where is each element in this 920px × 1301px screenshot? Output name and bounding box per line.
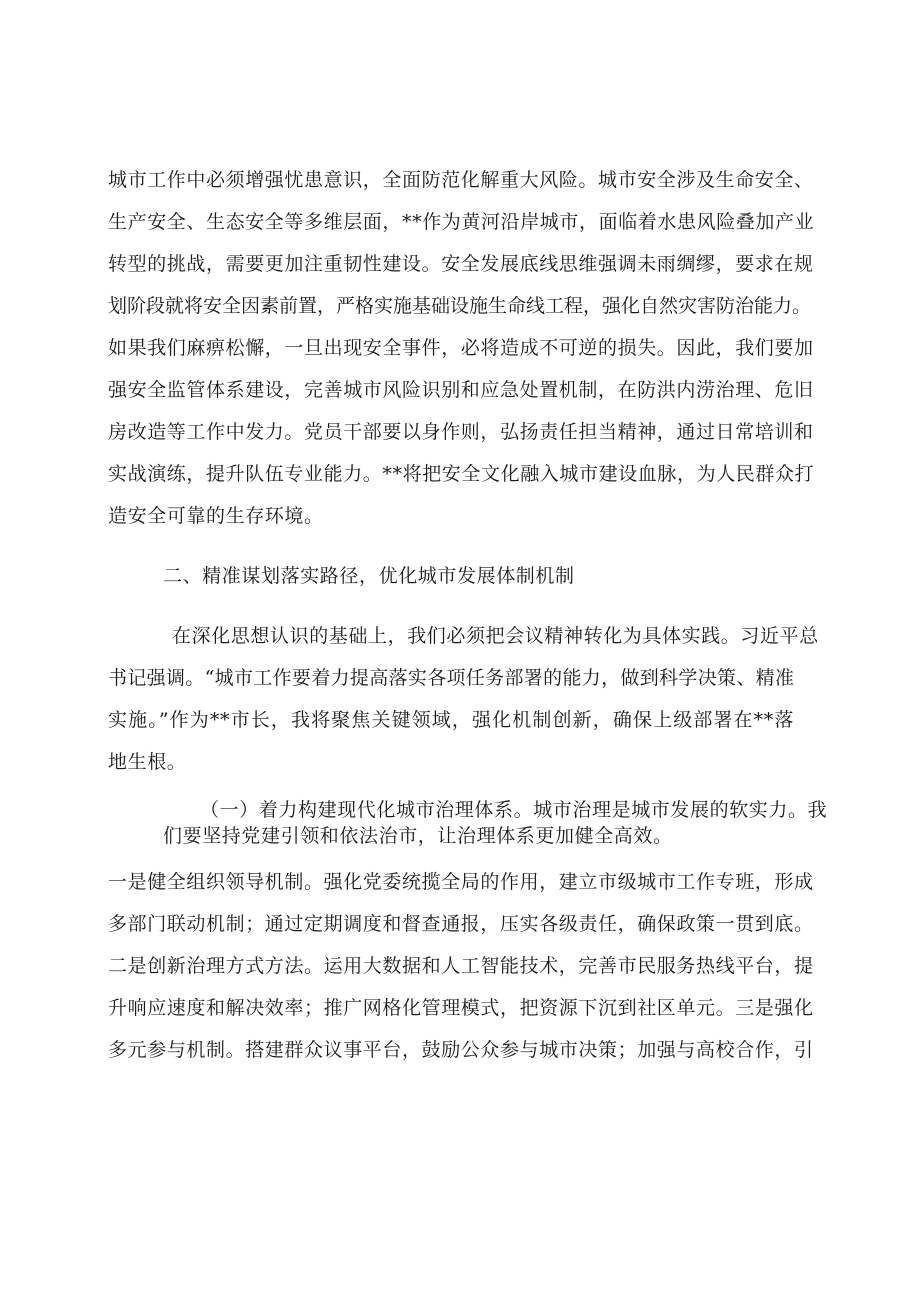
paragraph-4-line-2: 多部门联动机制；通过定期调度和督查通报，压实各级责任，确保政策一贯到底。 <box>108 913 814 935</box>
paragraph-2-line-1: 在深化思想认识的基础上，我们必须把会议精神转化为具体实践。习近平总 <box>172 625 819 647</box>
paragraph-1-line-9: 造安全可靠的生存环境。 <box>108 505 324 527</box>
section-heading-2: 二、精准谋划落实路径，优化城市发展体制机制 <box>163 565 575 587</box>
paragraph-4-line-4: 升响应速度和解决效率；推广网格化管理模式，把资源下沉到社区单元。三是强化 <box>108 997 814 1019</box>
paragraph-2-line-4: 地生根。 <box>108 751 187 773</box>
paragraph-1-line-1: 城市工作中必须增强忧患意识，全面防范化解重大风险。城市安全涉及生命安全、 <box>108 169 814 191</box>
paragraph-3-line-1: （一）着力构建现代化城市治理体系。城市治理是城市发展的软实力。我 <box>200 799 828 821</box>
paragraph-2-line-3: 实施。”作为**市长，我将聚焦关键领域，强化机制创新，确保上级部署在**落 <box>108 709 794 731</box>
paragraph-1-line-3: 转型的挑战，需要更加注重韧性建设。安全发展底线思维强调未雨绸缪，要求在规 <box>108 253 814 275</box>
paragraph-1-line-6: 强安全监管体系建设，完善城市风险识别和应急处置机制，在防洪内涝治理、危旧 <box>108 379 814 401</box>
paragraph-1-line-7: 房改造等工作中发力。党员干部要以身作则，弘扬责任担当精神，通过日常培训和 <box>108 421 814 443</box>
paragraph-4-line-3: 二是创新治理方式方法。运用大数据和人工智能技术，完善市民服务热线平台，提 <box>108 955 814 977</box>
paragraph-1-line-4: 划阶段就将安全因素前置，严格实施基础设施生命线工程，强化自然灾害防治能力。 <box>108 295 812 317</box>
paragraph-4-line-1: 一是健全组织领导机制。强化党委统揽全局的作用，建立市级城市工作专班，形成 <box>108 871 814 893</box>
paragraph-3-line-2: 们要坚持党建引领和依法治市，让治理体系更加健全高效。 <box>163 825 673 847</box>
paragraph-2-line-2: 书记强调。“城市工作要着力提高落实各项任务部署的能力，做到科学决策、精准 <box>108 667 794 689</box>
paragraph-1-line-5: 如果我们麻痹松懈，一旦出现安全事件，必将造成不可逆的损失。因此，我们要加 <box>108 337 814 359</box>
paragraph-4-line-5: 多元参与机制。搭建群众议事平台，鼓励公众参与城市决策；加强与高校合作，引 <box>108 1039 814 1061</box>
paragraph-1-line-2: 生产安全、生态安全等多维层面，**作为黄河沿岸城市，面临着水患风险叠加产业 <box>108 211 815 233</box>
paragraph-1-line-8: 实战演练，提升队伍专业能力。**将把安全文化融入城市建设血脉，为人民群众打 <box>108 463 815 485</box>
